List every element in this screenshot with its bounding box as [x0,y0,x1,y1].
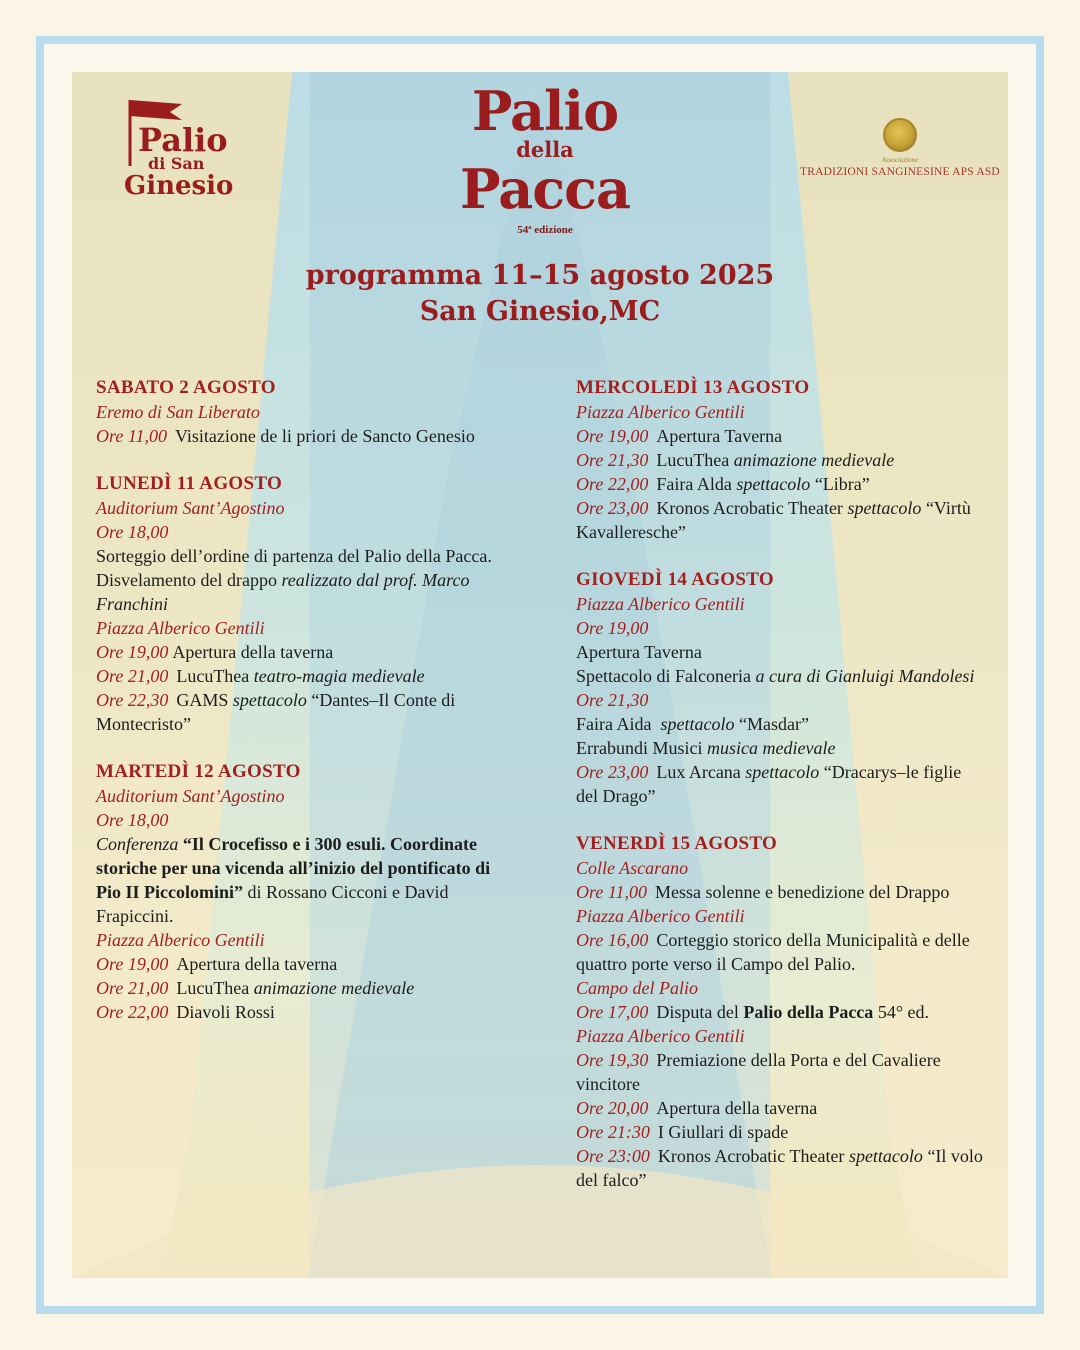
event-text: di Rossano Cicconi e David Frapiccini. [96,882,449,926]
day-heading: MERCOLEDÌ 13 AGOSTO [576,377,810,398]
subtitle-line-2: San Ginesio,MC [419,296,661,327]
event-note: spettacolo [745,762,820,782]
venue: Campo del Palio [576,978,698,998]
event-time: Ore 16,00 [576,930,649,950]
event-text: LucuThea [176,978,250,998]
venue: Piazza Alberico Gentili [576,906,745,926]
event-note: spettacolo [232,690,307,710]
event-text: Lux Arcana [656,762,741,782]
event-item [96,832,516,928]
subtitle-line-1: programma 11–15 agosto 2025 [305,260,775,291]
day-block-mon11 [96,472,516,736]
event-time: Ore 19,30 [576,1050,649,1070]
conference-title: “Il Crocefisso e i 300 esuli. Coordinate storiche per una vicenda all’inizio del pontificato di Pio II Piccolomini” [96,834,491,902]
day-block-fri15 [576,832,986,1192]
day-heading: LUNEDÌ 11 AGOSTO [96,473,283,494]
event-highlight: Palio della Pacca [743,1002,874,1022]
event-text: Apertura Taverna [656,426,783,446]
event-item [576,712,986,736]
event-text: Apertura della taverna [172,642,334,662]
day-block-wed13 [576,376,986,544]
event-item [96,1000,516,1024]
title-line-3: Pacca [460,157,630,221]
event-note: animazione medievale [253,978,415,998]
event-time: Ore 21,00 [96,978,169,998]
event-time: Ore 23:00 [576,1146,650,1166]
venue: Eremo di San Liberato [96,402,260,422]
event-text: Apertura della taverna [656,1098,818,1118]
edition-label: 54ª edizione [517,224,573,236]
venue: Auditorium Sant’Agostino [96,786,285,806]
event-item [576,496,986,544]
day-heading: VENERDÌ 15 AGOSTO [576,833,778,854]
event-note: spettacolo [848,1146,923,1166]
venue: Piazza Alberico Gentili [576,594,745,614]
event-item [96,952,516,976]
seal-icon [883,118,917,152]
day-block-thu14 [576,568,986,808]
event-text: LucuThea [656,450,730,470]
day-heading: MARTEDÌ 12 AGOSTO [96,761,301,782]
logo-line-3: Ginesio [124,171,234,201]
event-time: Ore 23,00 [576,498,649,518]
venue: Colle Ascarano [576,858,689,878]
event-item [576,736,986,760]
event-time: Ore 21,30 [576,450,649,470]
event-note: a cura di Gianluigi Mandolesi [755,666,975,686]
event-text: Faira Aida [576,714,652,734]
venue: Piazza Alberico Gentili [576,402,745,422]
event-title: “Dracarys–le figlie del Drago” [576,762,962,806]
association-label: Associazione [881,156,919,164]
event-item [96,664,516,688]
event-item [96,976,516,1000]
event-text: Diavoli Rossi [176,1002,275,1022]
event-text: GAMS [176,690,229,710]
day-block-sat2 [96,376,516,448]
event-text: Messa solenne e benedizione del Drappo [655,882,950,902]
event-item [576,1000,986,1024]
logo-line-2: di San [148,154,205,173]
event-title: “Libra” [814,474,870,494]
event-item [96,688,516,736]
event-time: Ore 19,00 [96,642,169,662]
event-text: Corteggio storico della Municipalità e delle quattro porte verso il Campo del Palio. [576,930,970,974]
event-time: Ore 17,00 [576,1002,649,1022]
title-line-1: Palio [471,79,619,143]
event-note: teatro-magia medievale [253,666,425,686]
event-time: Ore 21,00 [96,666,169,686]
event-text: Faira Alda [656,474,732,494]
event-time: Ore 21:30 [576,1122,650,1142]
event-time: Ore 20,00 [576,1098,649,1118]
association-logo [800,118,1000,179]
palio-san-ginesio-logo [124,96,244,208]
event-note: spettacolo [847,498,922,518]
event-text: Visitazione de li priori de Sancto Genesio [175,426,475,446]
venue: Piazza Alberico Gentili [576,1026,745,1046]
event-item [576,472,986,496]
event-item [576,1144,986,1192]
event-title: “Virtù Kavalleresche” [576,498,971,542]
program-column-right [576,376,986,1216]
event-item [576,1096,986,1120]
event-time: Ore 23,00 [576,762,649,782]
event-text: Apertura della taverna [176,954,338,974]
event-item [576,1048,986,1096]
event-time: Ore 21,30 [576,690,649,710]
event-text: Sorteggio dell’ordine di partenza del Palio della Pacca. Disvelamento del drappo [96,546,492,590]
event-item [576,448,986,472]
association-name: TRADIZIONI SANGINESINE APS ASD [800,166,1000,178]
program-subtitle [300,258,780,330]
event-text: Disputa del [656,1002,739,1022]
event-time: Ore 11,00 [576,882,647,902]
event-time: Ore 19,00 [576,426,649,446]
event-title: “Masdar” [738,714,809,734]
event-note: realizzato dal prof. Marco Franchini [96,570,470,614]
event-text: Spettacolo di Falconeria [576,666,751,686]
event-title: “Il volo del falco” [576,1146,983,1190]
venue: Piazza Alberico Gentili [96,930,265,950]
event-note: spettacolo [660,714,735,734]
day-heading: GIOVEDÌ 14 AGOSTO [576,569,774,590]
event-item [576,880,986,904]
logo-line-1: Palio [138,121,228,159]
event-item [576,424,986,448]
event-note: animazione medievale [733,450,895,470]
event-item: Apertura Taverna [576,642,702,662]
event-item [96,544,516,616]
event-time: Ore 22,30 [96,690,169,710]
event-note: Conferenza [96,834,179,854]
event-item [96,640,516,664]
event-text: Premiazione della Porta e del Cavaliere vincitore [576,1050,941,1094]
day-heading: SABATO 2 AGOSTO [96,377,276,398]
event-text: 54° ed. [877,1002,929,1022]
venue: Piazza Alberico Gentili [96,618,265,638]
event-text: I Giullari di spade [657,1122,789,1142]
event-item [96,424,516,448]
title-line-2: della [516,137,574,162]
event-item [576,760,986,808]
event-title [430,79,660,236]
event-time: Ore 22,00 [576,474,649,494]
event-text: LucuThea [176,666,250,686]
event-time: Ore 19,00 [576,618,649,638]
event-time: Ore 11,00 [96,426,167,446]
event-item [576,1120,986,1144]
venue: Auditorium Sant’Agostino [96,498,285,518]
program-column-left [96,376,516,1048]
event-note: spettacolo [736,474,811,494]
event-item [576,664,986,688]
event-time: Ore 18,00 [96,810,169,830]
event-title: “Dantes–Il Conte di Montecristo” [96,690,456,734]
day-block-tue12 [96,760,516,1024]
event-text: Kronos Acrobatic Theater [657,1146,845,1166]
event-time: Ore 18,00 [96,522,169,542]
event-text: Kronos Acrobatic Theater [656,498,843,518]
event-text: Errabundi Musici [576,738,703,758]
event-time: Ore 22,00 [96,1002,169,1022]
event-time: Ore 19,00 [96,954,169,974]
event-note: musica medievale [706,738,836,758]
event-item [576,928,986,976]
